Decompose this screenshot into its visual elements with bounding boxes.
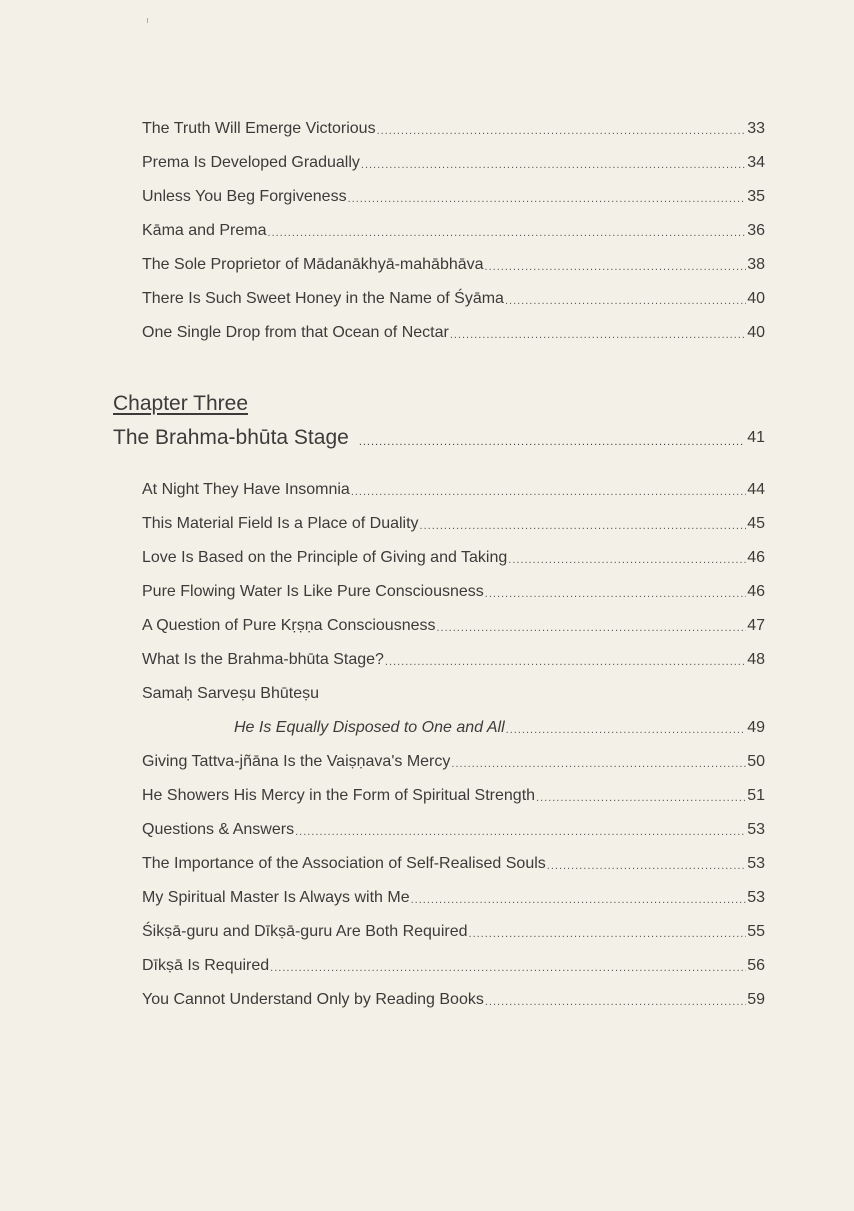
entry-page-number: 53: [747, 889, 765, 906]
toc-entry: [142, 677, 765, 711]
toc-entry: [142, 507, 765, 541]
dot-leader: [295, 819, 746, 841]
entry-page-number: 55: [747, 923, 765, 940]
entry-page-number: 45: [747, 515, 765, 532]
toc-entry: [142, 248, 765, 282]
entry-title: The Importance of the Association of Self-Realised Souls: [142, 855, 546, 872]
toc-entry: [142, 146, 765, 180]
entry-title: He Showers His Mercy in the Form of Spiritual Strength: [142, 787, 536, 804]
entry-page-number: 59: [747, 991, 765, 1008]
entry-title: Samaḥ Sarveṣu Bhūteṣu: [142, 685, 319, 702]
dot-leader: [469, 921, 747, 943]
entry-title: Love Is Based on the Principle of Giving and Taking: [142, 549, 508, 566]
entry-title: The Sole Proprietor of Mādanākhyā-mahābhāva: [142, 256, 484, 273]
entry-page-number: 35: [747, 188, 765, 205]
entry-title: He Is Equally Disposed to One and All: [234, 719, 505, 736]
entry-page-number: 48: [747, 651, 765, 668]
dot-leader: [351, 479, 746, 501]
toc-entry: [142, 949, 765, 983]
entry-title: What Is the Brahma-bhūta Stage?: [142, 651, 384, 668]
toc-entry: [142, 983, 765, 1017]
entry-page-number: 40: [747, 290, 765, 307]
dot-leader: [359, 428, 743, 448]
dot-leader: [508, 547, 746, 569]
entry-title: Pure Flowing Water Is Like Pure Consciousness: [142, 583, 484, 600]
dot-leader: [536, 785, 746, 807]
toc-entry: [142, 180, 765, 214]
entry-page-number: 46: [747, 549, 765, 566]
dot-leader: [377, 118, 747, 140]
toc-section-previous-chapter: [142, 112, 765, 350]
toc-entry: [142, 881, 765, 915]
entry-page-number: 44: [747, 481, 765, 498]
dot-leader: [348, 186, 747, 208]
entry-page-number: 46: [747, 583, 765, 600]
entry-page-number: 34: [747, 154, 765, 171]
entry-page-number: 33: [747, 120, 765, 137]
dot-leader: [420, 513, 747, 535]
dot-leader: [437, 615, 747, 637]
entry-title: This Material Field Is a Place of Duality: [142, 515, 419, 532]
chapter-title-entry: [113, 426, 765, 450]
toc-entry: [142, 915, 765, 949]
toc-entry: [142, 214, 765, 248]
toc-entry: [142, 711, 765, 745]
dot-leader: [385, 649, 746, 671]
dot-leader: [485, 254, 747, 276]
entry-page-number: 47: [747, 617, 765, 634]
dot-leader: [505, 288, 746, 310]
dot-leader: [451, 751, 746, 773]
dot-leader: [547, 853, 746, 875]
chapter-page-number: 41: [747, 429, 765, 446]
entry-title: Unless You Beg Forgiveness: [142, 188, 347, 205]
entry-title: Dīkṣā Is Required: [142, 957, 270, 974]
dot-leader: [450, 322, 746, 344]
toc-entry: [142, 316, 765, 350]
dot-leader: [485, 581, 746, 603]
entry-page-number: 56: [747, 957, 765, 974]
toc-section-chapter-three: [142, 473, 765, 1017]
dot-leader: [506, 717, 747, 739]
dot-leader: [411, 887, 747, 909]
chapter-title: The Brahma-bhūta Stage: [113, 426, 349, 449]
entry-title: Prema Is Developed Gradually: [142, 154, 360, 171]
toc-entry: [142, 541, 765, 575]
entry-page-number: 38: [747, 256, 765, 273]
entry-page-number: 36: [747, 222, 765, 239]
toc-entry: [142, 847, 765, 881]
toc-entry: [142, 779, 765, 813]
entry-title: One Single Drop from that Ocean of Nectar: [142, 324, 449, 341]
entry-page-number: 51: [747, 787, 765, 804]
toc-entry: [142, 575, 765, 609]
entry-page-number: 53: [747, 855, 765, 872]
toc-entry: [142, 112, 765, 146]
entry-page-number: 40: [747, 324, 765, 341]
entry-title: Questions & Answers: [142, 821, 295, 838]
dot-leader: [268, 220, 747, 242]
entry-title: My Spiritual Master Is Always with Me: [142, 889, 410, 906]
entry-title: You Cannot Understand Only by Reading Books: [142, 991, 484, 1008]
dot-leader: [361, 152, 746, 174]
toc-entry: [142, 745, 765, 779]
entry-title: Śikṣā-guru and Dīkṣā-guru Are Both Required: [142, 923, 468, 940]
entry-title: The Truth Will Emerge Victorious: [142, 120, 376, 137]
toc-entry: [142, 813, 765, 847]
entry-title: Giving Tattva-jñāna Is the Vaiṣṇava's Mercy: [142, 753, 451, 770]
toc-entry: [142, 643, 765, 677]
dot-leader: [485, 989, 746, 1011]
toc-entry: [142, 282, 765, 316]
entry-title: There Is Such Sweet Honey in the Name of Śyāma: [142, 290, 504, 307]
entry-title: A Question of Pure Kṛṣṇa Consciousness: [142, 617, 436, 634]
toc-entry: [142, 473, 765, 507]
entry-title: At Night They Have Insomnia: [142, 481, 350, 498]
chapter-label: Chapter Three: [113, 392, 249, 415]
entry-page-number: 49: [747, 719, 765, 736]
entry-page-number: 53: [747, 821, 765, 838]
dot-leader: [270, 955, 746, 977]
entry-page-number: 50: [747, 753, 765, 770]
entry-title: Kāma and Prema: [142, 222, 267, 239]
scan-mark: [147, 18, 148, 23]
toc-entry: [142, 609, 765, 643]
